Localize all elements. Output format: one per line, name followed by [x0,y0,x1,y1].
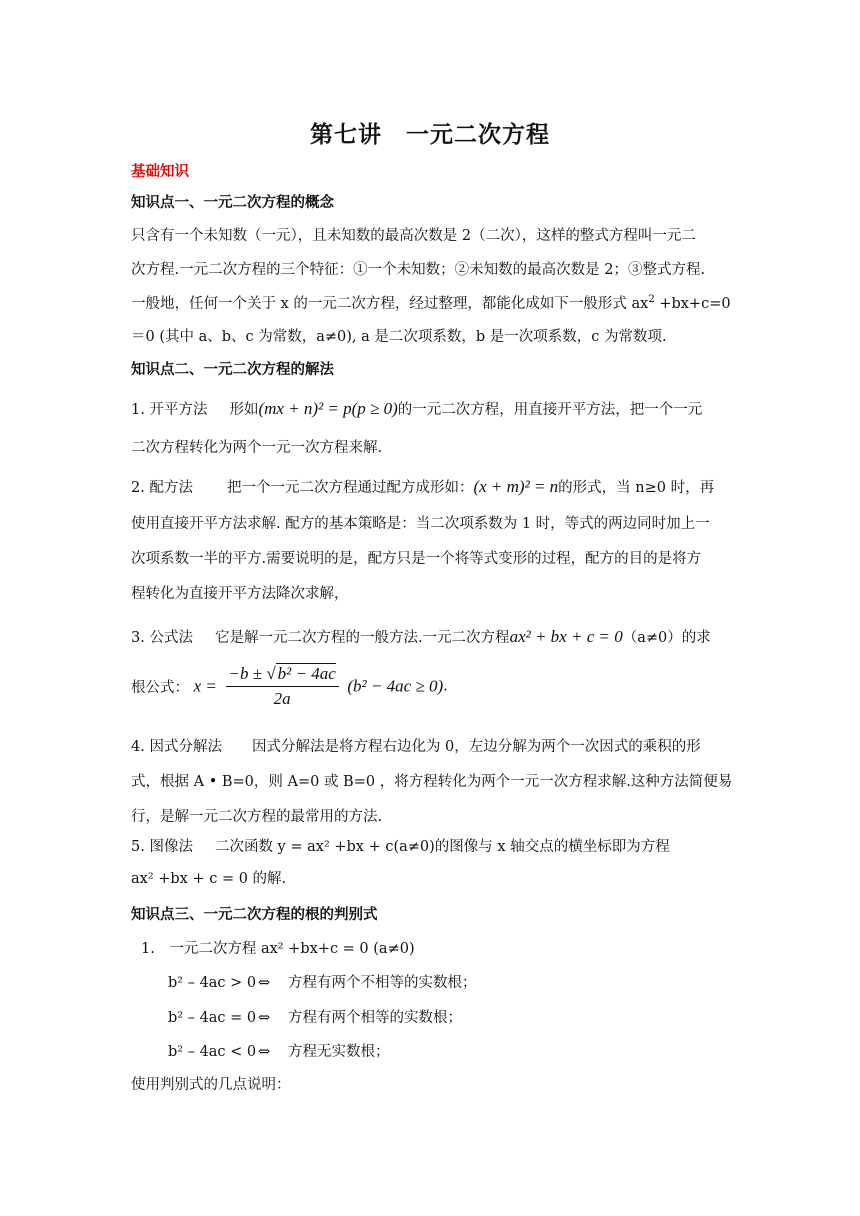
method5-label: 5. 图像法 [131,839,193,855]
method5-line1 [131,835,670,856]
kp3-item1: 1. 一元二次方程 ax² +bx+c = 0 (a≠0) [141,941,415,957]
method1-line1 [131,398,702,419]
discriminant-case-negative [168,1040,390,1061]
kp1-heading: 知识点一、一元二次方程的概念 [131,194,334,211]
method2-post: 的形式，当 n≥0 时，再 [558,480,715,496]
equivalence-arrow: ⇔ [258,1010,271,1026]
formula-numerator: −b ± √ b² − 4ac [226,664,339,687]
discriminant-note: 使用判别式的几点说明： [131,1077,291,1093]
method5-line2: ax² +bx + c = 0 的解. [131,871,287,887]
formula-radicand: b² − 4ac [277,664,336,683]
method3-pre: 它是解一元二次方程的一般方法.一元二次方程 [214,630,510,646]
kp1-para2-line2: ＝0 (其中 a、b、c 为常数，a≠0), a 是二次项系数，b 是一次项系数，c 为常数项. [131,329,667,345]
method5-text: 二次函数 y = ax² +bx + c(a≠0)的图像与 x 轴交点的横坐标即为方程 [214,839,670,855]
formula-x: x = [193,676,217,696]
case-positive-text: 方程有两个不相等的实数根； [288,975,477,991]
discriminant-case-positive [168,971,477,992]
method3-line2 [131,664,448,709]
formula-denominator: 2a [273,689,291,708]
case-zero-condition: b² – 4ac = 0 [168,1010,257,1026]
method3-formula: ax² + bx + c = 0 [509,627,623,646]
kp1-para2-text: 一般地，任何一个关于 x 的一元二次方程，经过整理，都能化成如下一般形式 ax [131,296,649,312]
method1-pre: 形如 [229,402,259,418]
kp1-para1-line2: 次方程.一元二次方程的三个特征：①一个未知数；②未知数的最高次数是 2；③整式方程. [131,262,706,278]
section-basic: 基础知识 [131,163,189,180]
superscript: 2 [648,294,655,306]
method3-post: （a≠0）的求 [622,630,711,646]
formula-condition: (b² − 4ac ≥ 0) [347,676,444,696]
method2-line2: 使用直接开平方法求解. 配方的基本策略是：当二次项系数为 1 时，等式的两边同时加上一 [131,516,710,532]
method4-text: 因式分解法是将方程右边化为 0，左边分解为两个一次因式的乘积的形 [251,739,701,755]
method4-line1 [131,735,701,756]
method1-formula: (mx + n)² = p(p ≥ 0) [258,399,398,418]
method1-post: 的一元二次方程，用直接开平方法，把一个一元 [397,402,703,418]
method1-label: 1. 开平方法 [131,402,208,418]
case-negative-condition: b² – 4ac < 0 [168,1044,257,1060]
kp1-para2-line1 [131,292,731,313]
formula-end: . [443,678,448,695]
kp2-heading: 知识点二、一元二次方程的解法 [131,361,334,378]
method2-label: 2. 配方法 [131,480,193,496]
method2-line1 [131,476,714,497]
equivalence-arrow: ⇔ [258,975,271,991]
method2-pre: 把一个一元二次方程通过配方成形如： [226,480,474,496]
method1-line2: 二次方程转化为两个一元一次方程来解. [131,440,383,456]
quadratic-formula-fraction [226,664,339,709]
method3-label: 3. 公式法 [131,630,193,646]
kp1-para1-line1: 只含有一个未知数（一元），且未知数的最高次数是 2（二次），这样的整式方程叫一元二 [131,228,696,244]
method4-line2: 式，根据 A • B=0，则 A=0 或 B=0 ，将方程转化为两个一元一次方程求解.这种方法简便易 [131,774,733,790]
case-positive-condition: b² – 4ac > 0 [168,975,257,991]
formula-numerator-text: −b ± [228,664,267,683]
discriminant-case-zero [168,1006,462,1027]
case-zero-text: 方程有两个相等的实数根； [288,1010,462,1026]
method3-root-label: 根公式： [131,680,189,696]
method2-formula: (x + m)² = n [473,477,559,496]
case-negative-text: 方程无实数根； [288,1044,390,1060]
method4-label: 4. 因式分解法 [131,739,222,755]
method3-line1 [131,626,711,647]
method2-line4: 程转化为直接开平方法降次求解， [131,586,349,602]
equivalence-arrow: ⇔ [258,1044,271,1060]
method2-line3: 次项系数一半的平方.需要说明的是，配方只是一个将等式变形的过程，配方的目的是将方 [131,551,702,567]
page-title: 第七讲 一元二次方程 [310,121,550,148]
kp3-heading: 知识点三、一元二次方程的根的判别式 [131,906,378,923]
kp1-para2-tail: +bx+c=0 [654,296,731,312]
method4-line3: 行，是解一元二次方程的最常用的方法. [131,809,383,825]
